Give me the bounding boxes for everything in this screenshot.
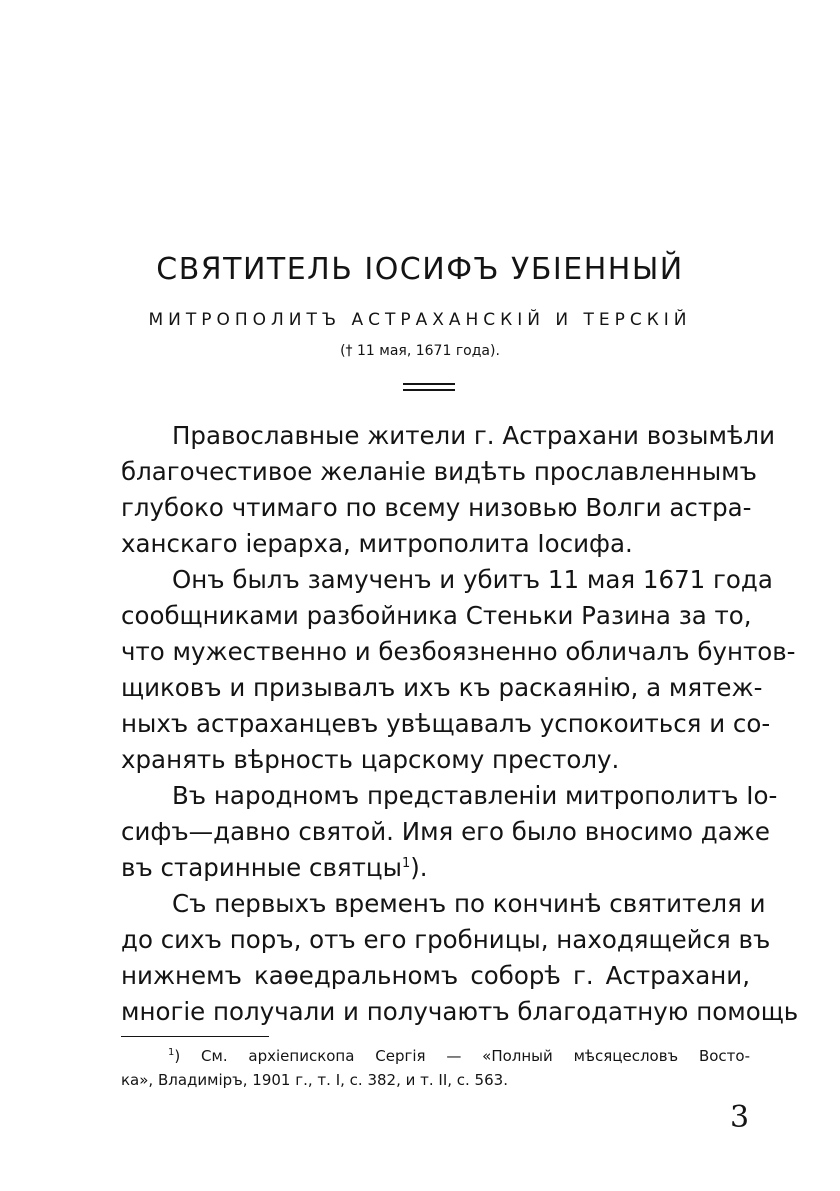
page-number: 3 [730, 1100, 750, 1135]
paragraph-2-line-5: ныхъ астраханцевъ увѣщавалъ успокоиться и со- [121, 709, 771, 738]
paragraph-1-line-2: благочестивое желаніе видѣть прославленнымъ [121, 457, 757, 486]
title-divider [403, 383, 455, 391]
paragraph-2-line-4: щиковъ и призывалъ ихъ къ раскаянію, а мятеж- [121, 673, 763, 702]
footnote-reference-close: ). [410, 853, 428, 882]
date-line: († 11 мая, 1671 года). [340, 343, 500, 359]
paragraph-4-line-2: до сихъ поръ, отъ его гробницы, находящейся въ [121, 925, 771, 954]
footnote-line-1-text: ) См. архіепископа Сергія — «Полный мѣсяцесловъ Восто- [174, 1047, 750, 1065]
paragraph-3-line-3 [121, 850, 750, 886]
paragraph-3-line-2: сифъ—давно святой. Имя его было вносимо даже [121, 817, 770, 846]
paragraph-3-line-1: Въ народномъ представленіи митрополитъ Іо- [172, 781, 778, 810]
paragraph-1-line-3: глубоко чтимаго по всему низовью Волги астра- [121, 493, 752, 522]
footnote-line-1 [168, 1044, 750, 1068]
paragraph-2-line-3: что мужественно и безбоязненно обличалъ бунтов- [121, 637, 796, 666]
paragraph-3-line-3-text: въ старинные святцы [121, 853, 402, 882]
paragraph-2-line-1: Онъ былъ замученъ и убитъ 11 мая 1671 года [172, 565, 773, 594]
footnote-separator [121, 1036, 269, 1037]
paragraph-4-line-4: многіе получали и получаютъ благодатную помощь [121, 997, 799, 1026]
paragraph-2-line-2: сообщниками разбойника Стеньки Разина за то, [121, 601, 752, 630]
footnote-reference[interactable]: 1 [401, 855, 411, 871]
paragraph-1-line-1: Православные жители г. Астрахани возымѣли [172, 421, 776, 450]
footnote-marker: 1 [168, 1047, 175, 1058]
page-subtitle: МИТРОПОЛИТЪ АСТРАХАНСКІЙ И ТЕРСКІЙ [148, 310, 692, 330]
paragraph-4-line-3: нижнемъ каѳедральномъ соборѣ г. Астрахани, [121, 961, 750, 990]
paragraph-1-line-4: ханскаго іерарха, митрополита Іосифа. [121, 529, 633, 558]
page-title: СВЯТИТЕЛЬ ІОСИФЪ УБІЕННЫЙ [156, 252, 684, 287]
paragraph-2-line-6: хранять вѣрность царскому престолу. [121, 745, 620, 774]
paragraph-4-line-1: Съ первыхъ временъ по кончинѣ святителя и [172, 889, 766, 918]
footnote-line-2: ка», Владиміръ, 1901 г., т. I, с. 382, и т. II, с. 563. [121, 1071, 508, 1089]
